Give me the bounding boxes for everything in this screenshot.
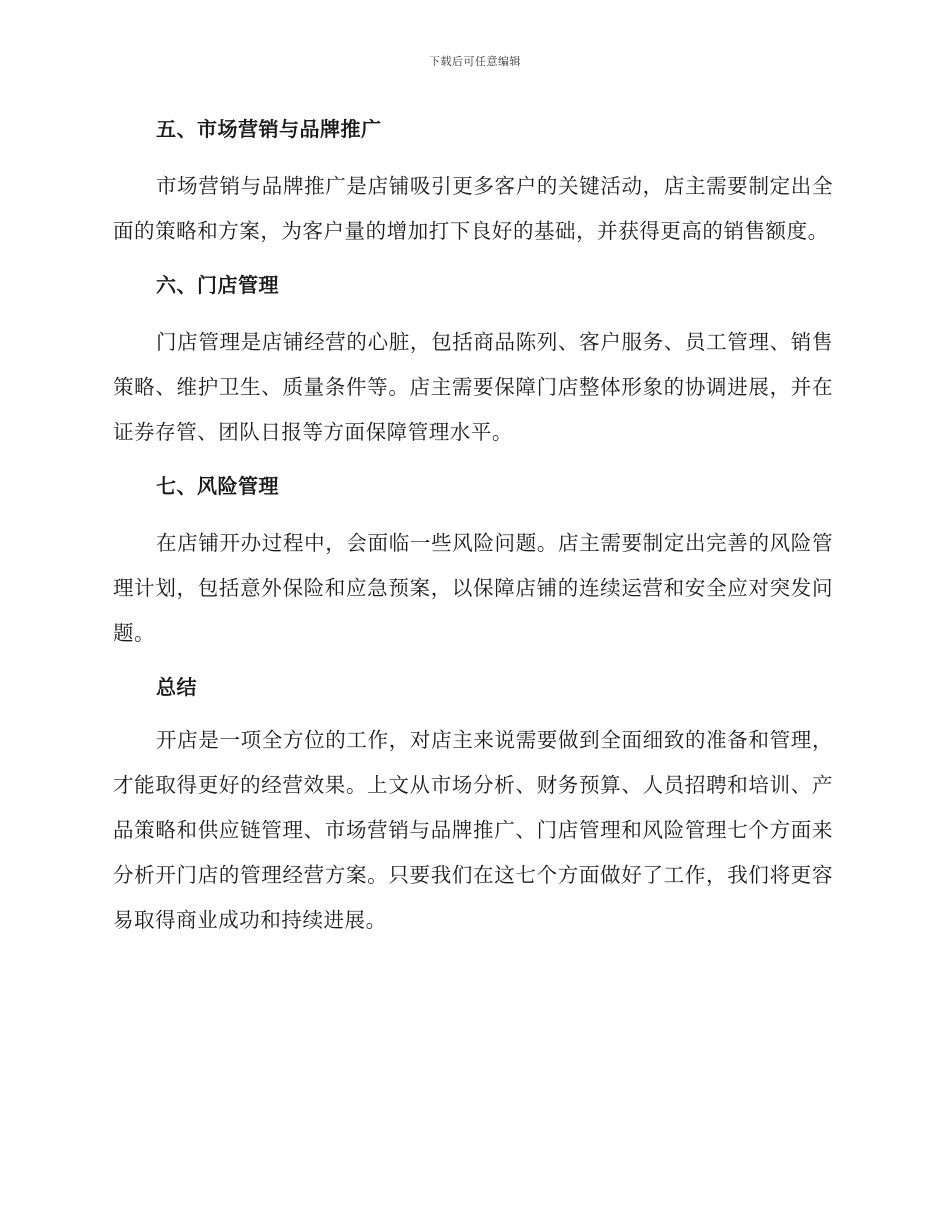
section-paragraph: 在店铺开办过程中，会面临一些风险问题。店主需要制定出完善的风险管理计划，包括意外保险和应急预案，以保障店铺的连续运营和安全应对突发问题。 — [113, 531, 833, 645]
section-store-management — [113, 268, 833, 455]
header-note: 下载后可任意编辑 — [429, 55, 521, 68]
section-heading: 五、市场营销与品牌推广 — [156, 117, 382, 141]
section-risk-management — [113, 469, 833, 656]
section-paragraph: 门店管理是店铺经营的心脏，包括商品陈列、客户服务、员工管理、销售策略、维护卫生、质量条件等。店主需要保障门店整体形象的协调进展，并在证券存管、团队日报等方面保障管理水平。 — [113, 330, 833, 444]
section-heading: 七、风险管理 — [156, 474, 279, 498]
section-summary — [113, 670, 833, 943]
section-marketing — [113, 112, 833, 254]
section-heading: 六、门店管理 — [156, 273, 279, 297]
section-heading: 总结 — [156, 675, 197, 699]
section-paragraph: 开店是一项全方位的工作，对店主来说需要做到全面细致的准备和管理，才能取得更好的经营效果。上文从市场分析、财务预算、人员招聘和培训、产品策略和供应链管理、市场营销与品牌推广、门店管理和风险管理七个方面来分析开门店的管理经营方案。只要我们在这七个方面做好了工作，我们将更容易取得商业成功和持续进展。 — [113, 728, 833, 932]
section-paragraph: 市场营销与品牌推广是店铺吸引更多客户的关键活动，店主需要制定出全面的策略和方案，为客户量的增加打下良好的基础，并获得更高的销售额度。 — [113, 174, 833, 243]
document-body — [113, 112, 833, 957]
